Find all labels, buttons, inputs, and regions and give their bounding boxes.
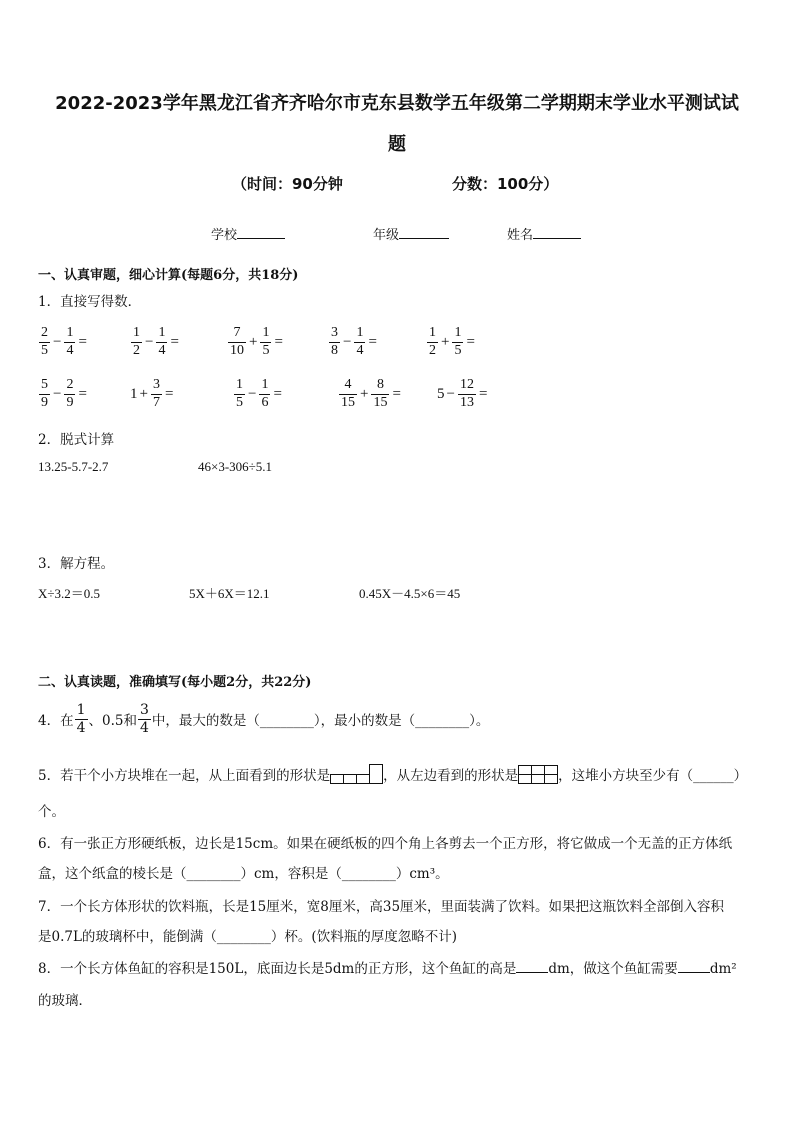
height-blank: [516, 972, 548, 973]
fraction: $\frac{4}{15}$: [341, 377, 355, 410]
calc-1-1: $\frac{2}{5}$ − $\frac{1}{4}$ =: [41, 325, 87, 358]
fraction: $\frac{3}{8}$: [331, 325, 338, 358]
exam-time: （时间：90分钟: [232, 175, 343, 193]
calc-2-2: 1 + $\frac{3}{7}$ =: [130, 377, 174, 410]
fraction: $\frac{5}{9}$: [41, 377, 48, 410]
q2-label: 2．脱式计算: [38, 432, 115, 448]
school-label: 学校: [211, 228, 238, 243]
fraction-one-quarter: $\frac{1}{4}$: [76, 702, 86, 736]
fraction: $\frac{3}{7}$: [152, 377, 160, 410]
q3-equation-1: X÷3.2＝0.5: [38, 586, 101, 601]
calc-2-5: 5 − $\frac{12}{13}$ =: [437, 377, 488, 410]
fraction: $\frac{1}{6}$: [261, 377, 269, 410]
fraction: $\frac{1}{2}$: [133, 325, 140, 358]
exam-score: 分数：100分）: [452, 175, 559, 193]
calc-1-2: $\frac{1}{2}$ − $\frac{1}{4}$ =: [133, 325, 179, 358]
section2-heading: 二、认真读题，准确填写(每小题2分，共22分): [38, 675, 312, 690]
calc-2-1: $\frac{5}{9}$ − $\frac{2}{9}$ =: [41, 377, 87, 410]
name-blank: [533, 238, 581, 239]
grade-label: 年级: [373, 228, 400, 243]
fraction: $\frac{1}{5}$: [262, 325, 270, 358]
grade-field: [373, 224, 449, 243]
fraction: $\frac{7}{10}$: [230, 325, 244, 358]
q5-question-end: 个。: [38, 804, 65, 820]
q4-question: 4．在 $\frac{1}{4}$ 、0.5和 $\frac{3}{4}$ 中，最大的数是（________），最小的数是（________）。: [38, 702, 490, 736]
q7-line-2: 是0.7L的玻璃杯中，能倒满（________）杯。(饮料瓶的厚度忽略不计): [38, 929, 457, 945]
calc-2-3: $\frac{1}{5}$ − $\frac{1}{6}$ =: [236, 377, 282, 410]
q3-label: 3．解方程。: [38, 556, 115, 572]
fraction: $\frac{8}{15}$: [373, 377, 388, 410]
fraction-three-quarters: $\frac{3}{4}$: [140, 702, 149, 736]
calc-1-4: $\frac{3}{8}$ − $\frac{1}{4}$ =: [331, 325, 377, 358]
left-view-shape: [518, 765, 558, 784]
q6-line-2: 盒，这个纸盒的棱长是（________）cm，容积是（________）cm³。: [38, 866, 449, 882]
fraction: $\frac{1}{5}$: [454, 325, 462, 358]
fraction: $\frac{1}{5}$: [236, 377, 243, 410]
fraction: $\frac{12}{13}$: [459, 377, 474, 410]
q7-line-1: 7．一个长方体形状的饮料瓶，长是15厘米，宽8厘米，高35厘米，里面装满了饮料。如果把这瓶饮料全部倒入容积: [38, 899, 725, 915]
page-title: 2022-2023学年黑龙江省齐齐哈尔市克东县数学五年级第二学期期末学业水平测试试: [55, 93, 739, 114]
calc-1-3: $\frac{7}{10}$ + $\frac{1}{5}$ =: [230, 325, 283, 358]
fraction: $\frac{1}{2}$: [429, 325, 436, 358]
q2-expression-1: 13.25-5.7-2.7: [38, 459, 109, 474]
q3-equation-2: 5X＋6X＝12.1: [189, 586, 270, 601]
fraction: $\frac{1}{4}$: [356, 325, 364, 358]
q1-label: 1．直接写得数．: [38, 294, 142, 310]
fraction: $\frac{1}{4}$: [158, 325, 166, 358]
fraction: $\frac{2}{5}$: [41, 325, 48, 358]
name-field: [507, 224, 581, 243]
fraction: $\frac{2}{9}$: [66, 377, 74, 410]
grade-blank: [399, 238, 449, 239]
fraction: $\frac{1}{4}$: [66, 325, 74, 358]
q6-line-1: 6．有一张正方形硬纸板，边长是15cm。如果在硬纸板的四个角上各剪去一个正方形，将它做成一个无盖的正方体纸: [38, 836, 733, 852]
glass-area-blank: [678, 972, 710, 973]
school-blank: [237, 238, 285, 239]
section1-heading: 一、认真审题，细心计算(每题6分，共18分): [38, 268, 299, 283]
page-title-continued: 题: [388, 134, 406, 155]
q2-expression-2: 46×3-306÷5.1: [198, 459, 273, 474]
school-field: [211, 224, 285, 243]
calc-1-5: $\frac{1}{2}$ + $\frac{1}{5}$ =: [429, 325, 475, 358]
calc-2-4: $\frac{4}{15}$ + $\frac{8}{15}$ =: [341, 377, 401, 410]
q8-line-2: 的玻璃．: [38, 993, 92, 1009]
q8-line-1: 8．一个长方体鱼缸的容积是150L，底面边长是5dm的正方形，这个鱼缸的高是 dm，做这个鱼缸需要 dm²: [38, 961, 737, 977]
name-label: 姓名: [507, 228, 534, 243]
q3-equation-3: 0.45X－4.5×6＝45: [359, 586, 461, 601]
top-view-shape: [330, 764, 383, 784]
q5-question: 5．若干个小方块堆在一起，从上面看到的形状是 ，从左边看到的形状是 ，这堆小方块至少有（______）: [38, 764, 747, 784]
